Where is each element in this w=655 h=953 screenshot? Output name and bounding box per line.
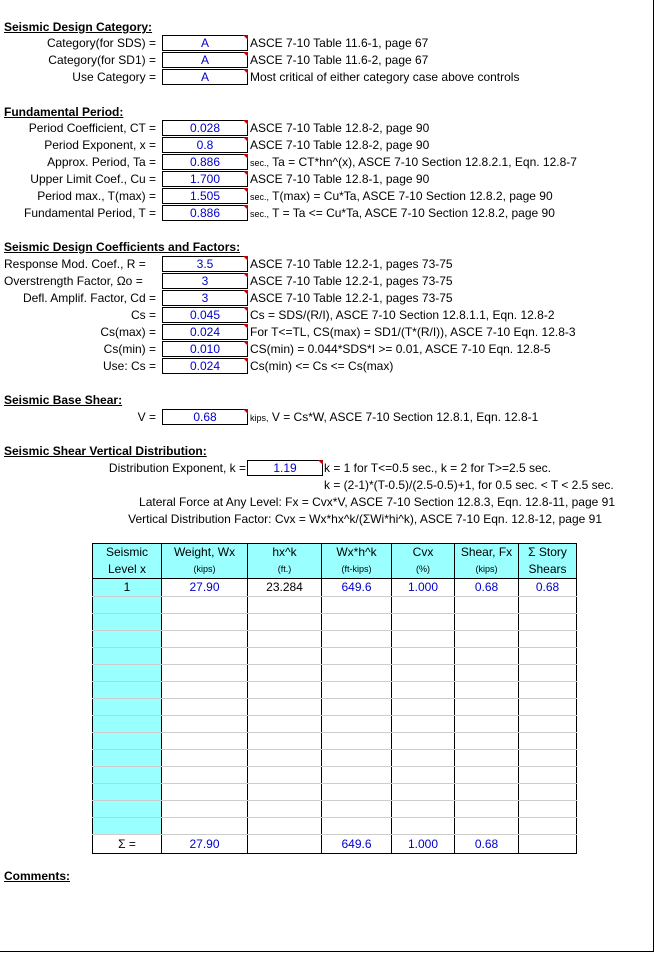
table-cell <box>455 767 519 784</box>
period_rows-value-2[interactable]: 0.886 <box>162 154 248 170</box>
table-cell <box>162 801 248 818</box>
table-cell <box>455 665 519 682</box>
table-cell[interactable]: 1 <box>93 579 162 597</box>
table-cell <box>455 733 519 750</box>
section-category-title: Seismic Design Category: <box>4 20 153 34</box>
table-cell <box>392 614 455 631</box>
table-cell <box>519 631 577 648</box>
table-subheader-5: (kips) <box>455 561 519 579</box>
coef_rows-label-6: Use: Cs = <box>102 359 156 373</box>
table-cell: 1.000 <box>392 579 455 597</box>
table-cell <box>248 631 322 648</box>
period_rows-value-5[interactable]: 0.886 <box>162 205 248 221</box>
table-cell: 0.68 <box>455 579 519 597</box>
table-cell <box>248 750 322 767</box>
period_rows-ref-text-2: Ta = CT*hn^(x), ASCE 7-10 Section 12.8.2.1, Eqn. 12.8-7 <box>269 155 577 169</box>
coef_rows-value-4[interactable]: 0.024 <box>162 324 248 340</box>
table-cell[interactable] <box>93 648 162 665</box>
table-cell <box>248 597 322 614</box>
table-row <box>93 699 577 716</box>
table-subheader-0: Level x <box>93 561 162 579</box>
table-cell <box>519 801 577 818</box>
period_rows-ref-4 <box>250 188 553 205</box>
category_rows-label-2: Use Category = <box>72 70 156 84</box>
table-cell <box>392 818 455 835</box>
table-cell <box>162 665 248 682</box>
coef_rows-label-5: Cs(min) = <box>103 342 156 356</box>
table-cell <box>455 682 519 699</box>
period_rows-ref-unit-2: sec., <box>250 158 270 168</box>
coef_rows-ref-text-6: Cs(min) <= Cs <= Cs(max) <box>250 359 394 373</box>
table-cell <box>519 682 577 699</box>
table-cell <box>455 750 519 767</box>
table-cell <box>322 767 392 784</box>
table-cell[interactable] <box>93 631 162 648</box>
table-cell <box>322 699 392 716</box>
k-ref-2: k = (2-1)*(T-0.5)/(2.5-0.5)+1, for 0.5 sec. < T < 2.5 sec. <box>324 478 614 492</box>
table-subheader-2: (ft.) <box>248 561 322 579</box>
coef_rows-value-0[interactable]: 3.5 <box>162 256 248 272</box>
table-cell <box>248 733 322 750</box>
period_rows-label-0: Period Coefficient, CT = <box>28 121 156 135</box>
k-value[interactable]: 1.19 <box>247 460 323 476</box>
period_rows-value-1[interactable]: 0.8 <box>162 137 248 153</box>
table-total-cell-3: 649.6 <box>322 835 392 854</box>
table-cell <box>455 716 519 733</box>
table-cell <box>519 716 577 733</box>
coef_rows-ref-text-0: ASCE 7-10 Table 12.2-1, pages 73-75 <box>250 257 453 271</box>
table-row <box>93 665 577 682</box>
table-cell <box>519 767 577 784</box>
k-label: Distribution Exponent, k = <box>108 461 246 475</box>
category_rows-ref-text-1: ASCE 7-10 Table 11.6-2, page 67 <box>250 53 429 67</box>
table-row <box>93 784 577 801</box>
table-total-cell-5: 0.68 <box>455 835 519 854</box>
period_rows-label-5: Fundamental Period, T = <box>24 206 156 220</box>
table-row <box>93 801 577 818</box>
table-cell <box>392 767 455 784</box>
table-cell <box>392 733 455 750</box>
table-cell <box>248 682 322 699</box>
table-cell <box>248 614 322 631</box>
table-cell[interactable] <box>93 733 162 750</box>
coef_rows-value-2[interactable]: 3 <box>162 290 248 306</box>
coef_rows-ref-2 <box>250 290 453 306</box>
table-subheader-4: (%) <box>392 561 455 579</box>
table-row <box>93 579 577 597</box>
coef_rows-value-6[interactable]: 0.024 <box>162 358 248 374</box>
table-cell <box>162 818 248 835</box>
table-cell <box>162 750 248 767</box>
table-cell <box>322 784 392 801</box>
table-header-6: Σ Story <box>519 544 577 562</box>
period_rows-ref-5 <box>250 205 555 222</box>
table-cell <box>322 631 392 648</box>
period_rows-value-3[interactable]: 1.700 <box>162 171 248 187</box>
period_rows-ref-unit-4: sec., <box>250 192 270 202</box>
table-cell[interactable] <box>93 801 162 818</box>
table-cell: 27.90 <box>162 579 248 597</box>
table-cell[interactable] <box>93 716 162 733</box>
coef_rows-ref-text-4: For T<=TL, CS(max) = SD1/(T*(R/I)), ASCE 7-10 Eqn. 12.8-3 <box>250 325 576 339</box>
table-cell <box>392 631 455 648</box>
vertical-factor-note: Vertical Distribution Factor: Cvx = Wx*hx^k/(ΣWi*hi^k), ASCE 7-10 Eqn. 12.8-12, page 91 <box>128 512 602 526</box>
lateral-force-note: Lateral Force at Any Level: Fx = Cvx*V, ASCE 7-10 Section 12.8.3, Eqn. 12.8-11, page 91 <box>139 495 615 509</box>
table-row <box>93 733 577 750</box>
table-row <box>93 614 577 631</box>
table-cell <box>392 801 455 818</box>
table-cell <box>519 733 577 750</box>
coef_rows-label-2: Defl. Amplif. Factor, Cd = <box>22 291 156 305</box>
table-total-cell-4: 1.000 <box>392 835 455 854</box>
table-cell <box>162 631 248 648</box>
coef_rows-ref-text-2: ASCE 7-10 Table 12.2-1, pages 73-75 <box>250 291 453 305</box>
base-shear-ref: kips, V = Cs*W, ASCE 7-10 Section 12.8.1, Eqn. 12.8-1 <box>250 410 539 424</box>
section-coef-title: Seismic Design Coefficients and Factors: <box>4 240 241 254</box>
section-comments-title: Comments: <box>4 869 71 883</box>
table-cell <box>519 614 577 631</box>
table-cell <box>322 648 392 665</box>
period_rows-ref-1 <box>250 137 429 153</box>
k-ref-1: k = 1 for T<=0.5 sec., k = 2 for T>=2.5 sec. <box>324 461 552 475</box>
table-cell <box>322 818 392 835</box>
table-cell <box>162 767 248 784</box>
table-cell <box>248 716 322 733</box>
table-cell <box>519 750 577 767</box>
category_rows-label-0: Category(for SDS) = <box>46 36 156 50</box>
coef_rows-ref-1 <box>250 273 453 289</box>
period_rows-label-2: Approx. Period, Ta = <box>47 155 156 169</box>
category_rows-value-2[interactable]: A <box>162 69 248 85</box>
table-cell <box>162 784 248 801</box>
table-cell <box>455 648 519 665</box>
table-row <box>93 597 577 614</box>
table-cell <box>322 733 392 750</box>
period_rows-value-0[interactable]: 0.028 <box>162 120 248 136</box>
table-cell[interactable] <box>93 750 162 767</box>
table-cell <box>162 614 248 631</box>
coef_rows-ref-4 <box>250 324 576 340</box>
period_rows-ref-3 <box>250 171 429 187</box>
coef_rows-label-4: Cs(max) = <box>100 325 156 339</box>
table-cell <box>455 631 519 648</box>
table-cell <box>248 699 322 716</box>
table-cell <box>455 784 519 801</box>
table-header-1: Weight, Wx <box>162 544 248 562</box>
table-cell <box>162 699 248 716</box>
table-cell <box>455 818 519 835</box>
category_rows-ref-0 <box>250 35 428 51</box>
table-row <box>93 818 577 835</box>
table-cell <box>455 699 519 716</box>
table-cell <box>519 699 577 716</box>
table-subheader-1: (kips) <box>162 561 248 579</box>
table-row <box>93 682 577 699</box>
category_rows-value-0[interactable]: A <box>162 35 248 51</box>
category_rows-ref-2 <box>250 69 519 85</box>
table-cell: 23.284 <box>248 579 322 597</box>
category_rows-ref-1 <box>250 52 428 68</box>
table-cell <box>392 597 455 614</box>
table-header-0: Seismic <box>93 544 162 562</box>
table-cell <box>248 665 322 682</box>
table-row <box>93 648 577 665</box>
category_rows-ref-text-0: ASCE 7-10 Table 11.6-1, page 67 <box>250 36 429 50</box>
period_rows-label-3: Upper Limit Coef., Cu = <box>30 172 156 186</box>
table-subheader-3: (ft-kips) <box>322 561 392 579</box>
table-cell <box>322 716 392 733</box>
coef_rows-label-0: Response Mod. Coef., R = <box>4 257 146 271</box>
table-row <box>93 631 577 648</box>
table-cell: 0.68 <box>519 579 577 597</box>
table-cell[interactable] <box>93 682 162 699</box>
table-subheader-6: Shears <box>519 561 577 579</box>
base-shear-value[interactable]: 0.68 <box>162 409 248 425</box>
table-cell <box>392 665 455 682</box>
table-cell[interactable] <box>93 597 162 614</box>
table-total-cell-0: Σ = <box>93 835 162 854</box>
table-row <box>93 767 577 784</box>
coef_rows-ref-5 <box>250 341 551 357</box>
table-cell <box>248 818 322 835</box>
table-cell <box>162 733 248 750</box>
coef_rows-ref-3 <box>250 307 555 323</box>
period_rows-ref-text-5: T = Ta <= Cu*Ta, ASCE 7-10 Section 12.8.2, page 90 <box>269 206 555 220</box>
coef_rows-value-3[interactable]: 0.045 <box>162 307 248 323</box>
table-cell <box>322 614 392 631</box>
table-cell: 649.6 <box>322 579 392 597</box>
coef_rows-label-1: Overstrength Factor, Ωo = <box>4 274 143 288</box>
section-vertical-title: Seismic Shear Vertical Distribution: <box>4 444 207 458</box>
base-shear-label: V = <box>137 410 156 424</box>
coef_rows-value-1[interactable]: 3 <box>162 273 248 289</box>
table-cell <box>248 767 322 784</box>
table-cell <box>392 648 455 665</box>
table-total-cell-1: 27.90 <box>162 835 248 854</box>
table-cell <box>392 682 455 699</box>
table-cell <box>162 648 248 665</box>
table-row <box>93 716 577 733</box>
coef_rows-ref-text-5: CS(min) = 0.044*SDS*I >= 0.01, ASCE 7-10 Eqn. 12.8-5 <box>250 342 551 356</box>
table-cell[interactable] <box>93 784 162 801</box>
coef_rows-value-5[interactable]: 0.010 <box>162 341 248 357</box>
table-cell <box>322 750 392 767</box>
table-header-3: Wx*h^k <box>322 544 392 562</box>
table-cell <box>519 784 577 801</box>
section-base-shear-title: Seismic Base Shear: <box>4 393 123 407</box>
distribution-table <box>92 543 577 854</box>
table-row <box>93 750 577 767</box>
period_rows-value-4[interactable]: 1.505 <box>162 188 248 204</box>
table-cell <box>322 665 392 682</box>
period_rows-ref-2 <box>250 154 577 171</box>
table-cell <box>162 682 248 699</box>
table-cell <box>392 699 455 716</box>
coef_rows-ref-6 <box>250 358 393 374</box>
table-cell <box>248 801 322 818</box>
table-cell[interactable] <box>93 614 162 631</box>
table-cell <box>519 665 577 682</box>
table-cell[interactable] <box>93 665 162 682</box>
table-cell <box>248 648 322 665</box>
period_rows-ref-text-3: ASCE 7-10 Table 12.8-1, page 90 <box>250 172 430 186</box>
table-header-4: Cvx <box>392 544 455 562</box>
category_rows-value-1[interactable]: A <box>162 52 248 68</box>
table-cell <box>392 750 455 767</box>
table-total-cell-2 <box>248 835 322 854</box>
table-cell <box>455 597 519 614</box>
table-cell <box>519 818 577 835</box>
table-cell[interactable] <box>93 818 162 835</box>
category_rows-ref-text-2: Most critical of either category case above controls <box>250 70 520 84</box>
table-cell[interactable] <box>93 699 162 716</box>
table-cell <box>519 597 577 614</box>
period_rows-ref-text-4: T(max) = Cu*Ta, ASCE 7-10 Section 12.8.2, page 90 <box>269 189 553 203</box>
table-cell <box>455 614 519 631</box>
table-cell <box>322 597 392 614</box>
coef_rows-label-3: Cs = <box>130 308 156 322</box>
table-total-cell-6 <box>519 835 577 854</box>
category_rows-label-1: Category(for SD1) = <box>48 53 156 67</box>
period_rows-ref-0 <box>250 120 429 136</box>
period_rows-ref-text-1: ASCE 7-10 Table 12.8-2, page 90 <box>250 138 430 152</box>
table-cell <box>322 801 392 818</box>
table-cell <box>248 784 322 801</box>
table-cell <box>162 597 248 614</box>
section-period-title: Fundamental Period: <box>4 105 124 119</box>
table-cell <box>392 784 455 801</box>
period_rows-ref-text-0: ASCE 7-10 Table 12.8-2, page 90 <box>250 121 430 135</box>
table-cell <box>455 801 519 818</box>
table-cell <box>519 648 577 665</box>
table-cell[interactable] <box>93 767 162 784</box>
table-cell <box>392 716 455 733</box>
table-cell <box>322 682 392 699</box>
coef_rows-ref-text-3: Cs = SDS/(R/I), ASCE 7-10 Section 12.8.1.1, Eqn. 12.8-2 <box>250 308 555 322</box>
table-cell <box>162 716 248 733</box>
period_rows-ref-unit-5: sec., <box>250 209 270 219</box>
table-header-5: Shear, Fx <box>455 544 519 562</box>
table-header-2: hx^k <box>248 544 322 562</box>
period_rows-label-4: Period max., T(max) = <box>37 189 156 203</box>
period_rows-label-1: Period Exponent, x = <box>44 138 156 152</box>
coef_rows-ref-text-1: ASCE 7-10 Table 12.2-1, pages 73-75 <box>250 274 453 288</box>
coef_rows-ref-0 <box>250 256 453 272</box>
